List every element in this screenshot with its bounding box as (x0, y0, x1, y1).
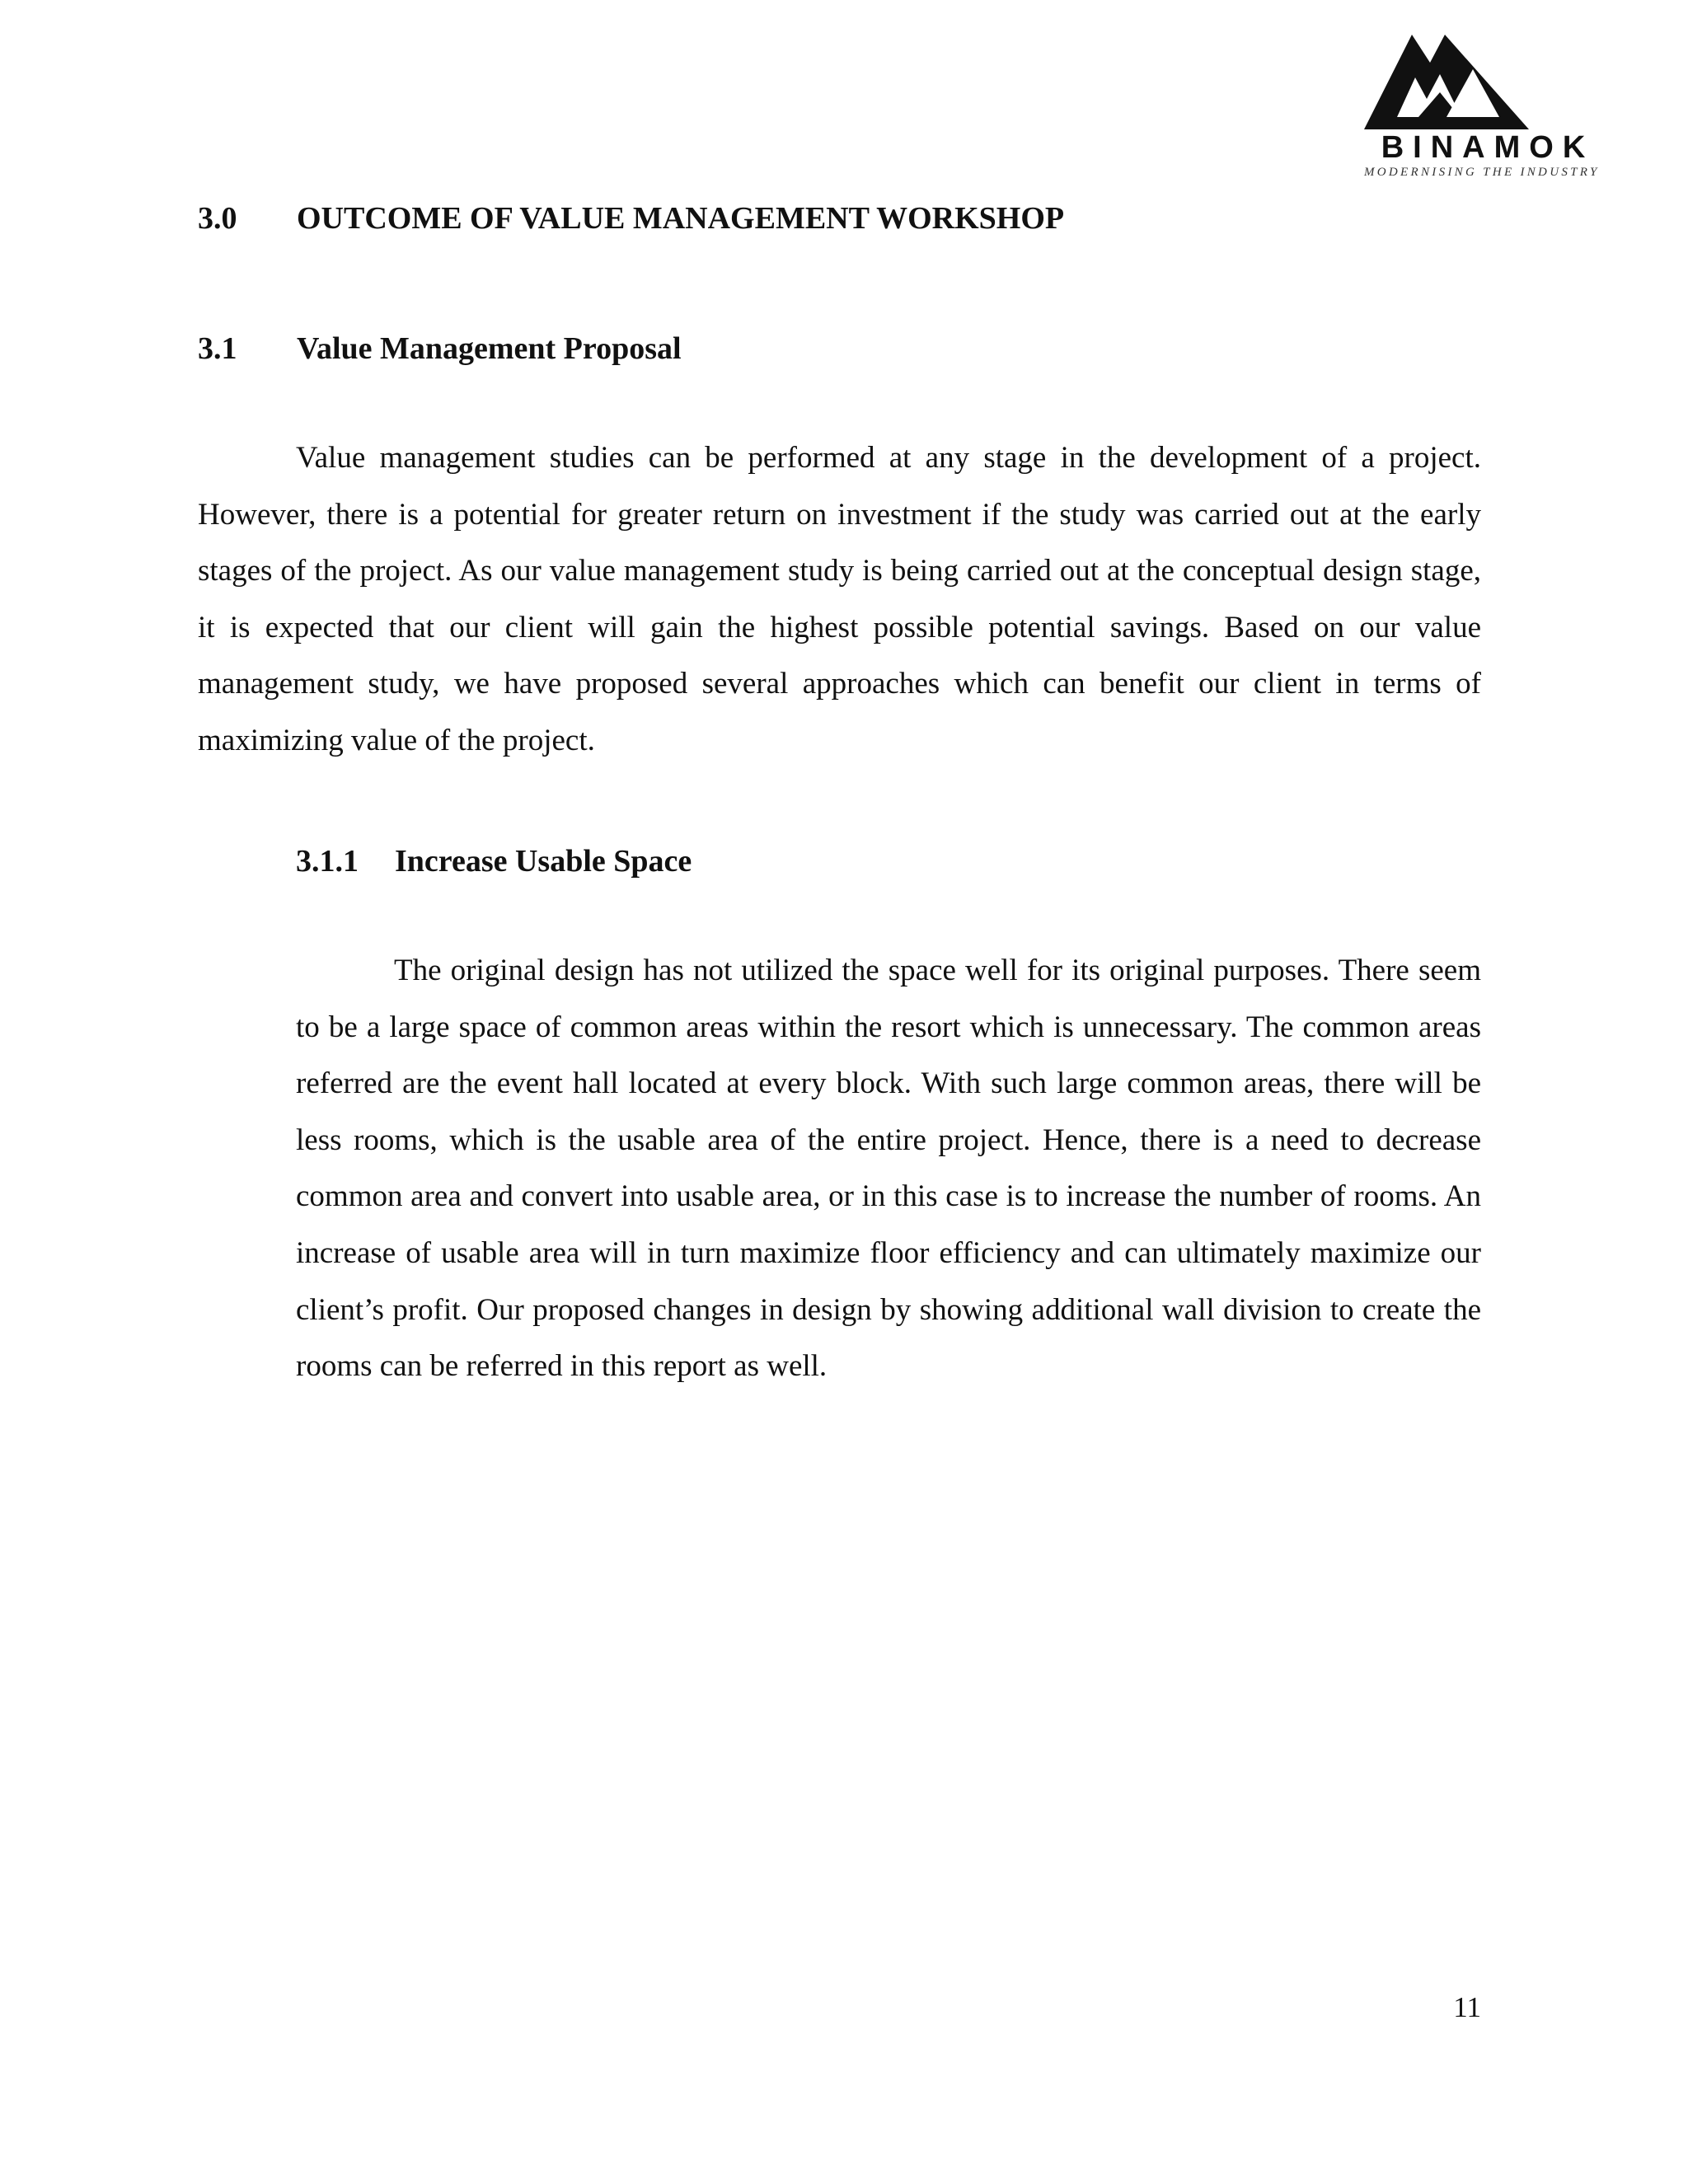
section-heading-3-1 (198, 333, 940, 370)
section-number: 3.0 (198, 201, 237, 236)
body-paragraph-3-1-1: The original design has not utilized the space well for its original purposes. There seem to be a large space of common areas within the resort which is unnecessary. The common areas referred are the event hall located at every block. With such large common areas, there will be less rooms, which is the usable area of the entire project. Hence, there is a need to decrease common area and convert into usable area, or in this case is to increase the number of rooms. An increase of usable area will in turn maximize floor efficiency and can ultimately maximize our client’s profit. Our proposed changes in design by showing additional wall division to create the rooms can be referred in this report as well. (296, 954, 1481, 1384)
page-number: 11 (1453, 1991, 1481, 2023)
body-paragraph-3-1: Value management studies can be performed at any stage in the development of a project. However, there is a potential for greater return on investment if the study was carried out at the early stages of the project. As our value management study is being carried out at the conceptual design stage, it is expected that our client will gain the highest possible potential savings. Based on our value management study, we have proposed several approaches which can benefit our client in terms of maximizing value of the project. (198, 441, 1481, 757)
section-title: Value Management Proposal (297, 331, 682, 366)
company-logo (1364, 35, 1653, 183)
section-heading-3-0 (198, 203, 1269, 240)
subsection-number: 3.1.1 (296, 844, 359, 879)
logo-tagline: MODERNISING THE INDUSTRY (1364, 166, 1600, 179)
subsection-heading-3-1-1 (296, 846, 955, 883)
logo-company-name: BINAMOK (1381, 130, 1595, 165)
mountain-logo-icon (1364, 35, 1529, 129)
section-number: 3.1 (198, 331, 237, 366)
subsection-title: Increase Usable Space (395, 844, 692, 879)
section-title: OUTCOME OF VALUE MANAGEMENT WORKSHOP (297, 201, 1065, 236)
